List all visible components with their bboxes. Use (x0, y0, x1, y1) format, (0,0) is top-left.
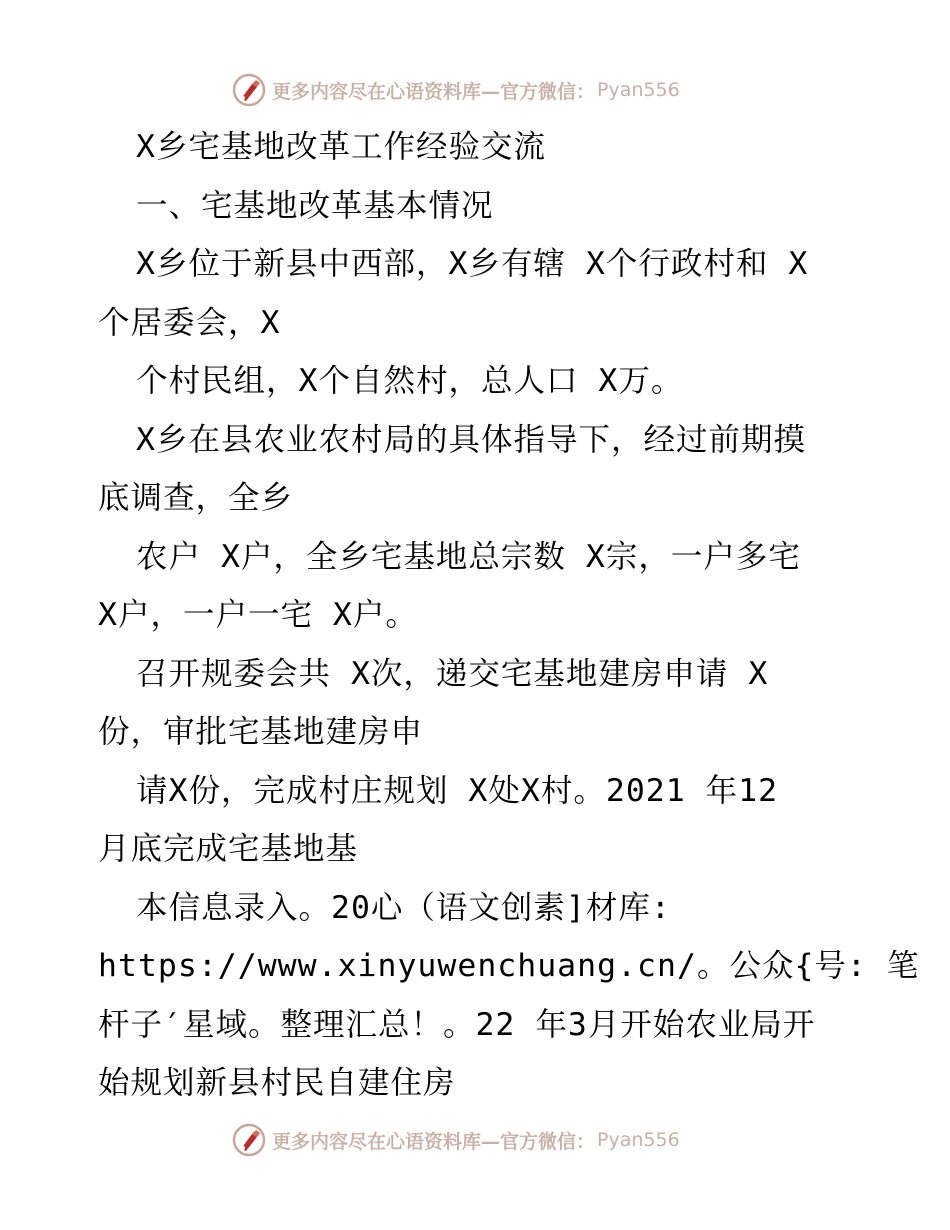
paragraph-line: 月底完成宅基地基 (98, 831, 359, 867)
watermark-text: 更多内容尽在心语资料库—官方微信： (272, 80, 596, 103)
paragraph-line: 始规划新县村民自建住房 (98, 1065, 456, 1101)
watermark-wechat-id: Pyan556 (597, 79, 680, 101)
paragraph-line: X户，一户一宅 X户。 (98, 597, 418, 633)
paragraph-line: 请X份，完成村庄规划 X处X村。2021 年12 (136, 772, 779, 809)
paragraph-line: 份，审批宅基地建房申 (98, 714, 424, 750)
footer-watermark (232, 1122, 680, 1158)
paragraph-line: X乡位于新县中西部，X乡有辖 X个行政村和 X (136, 246, 809, 282)
document-title: X乡宅基地改革工作经验交流 (136, 129, 546, 165)
watermark-wechat-id: Pyan556 (597, 1129, 680, 1151)
paragraph-line: 个居委会，X (98, 304, 281, 341)
paragraph-line: 召开规委会共 X次，递交宅基地建房申请 X (136, 655, 769, 692)
pen-nib-logo-icon (232, 1123, 266, 1157)
paragraph-line: 本信息录入。20心（语文创素]材库: (136, 889, 671, 926)
paragraph-line: X乡在县农业农村局的具体指导下，经过前期摸 (136, 421, 806, 458)
header-watermark (232, 72, 680, 108)
paragraph-line: 农户 X户，全乡宅基地总宗数 X宗，一户多宅 (136, 538, 801, 575)
paragraph-line: https://www.xinyuwenchuang.cn/。公众{号: 笔 (98, 948, 920, 984)
section-heading: 一、宅基地改革基本情况 (136, 187, 494, 224)
paragraph-line: 底调查，全乡 (98, 480, 294, 516)
pen-nib-logo-icon (232, 73, 266, 107)
paragraph-line: 杆子′星域。整理汇总！。22 年3月开始农业局开 (98, 1006, 816, 1043)
paragraph-line: 个村民组，X个自然村，总人口 X万。 (136, 363, 684, 399)
watermark-text: 更多内容尽在心语资料库—官方微信： (272, 1130, 596, 1153)
document-body (98, 118, 920, 1113)
